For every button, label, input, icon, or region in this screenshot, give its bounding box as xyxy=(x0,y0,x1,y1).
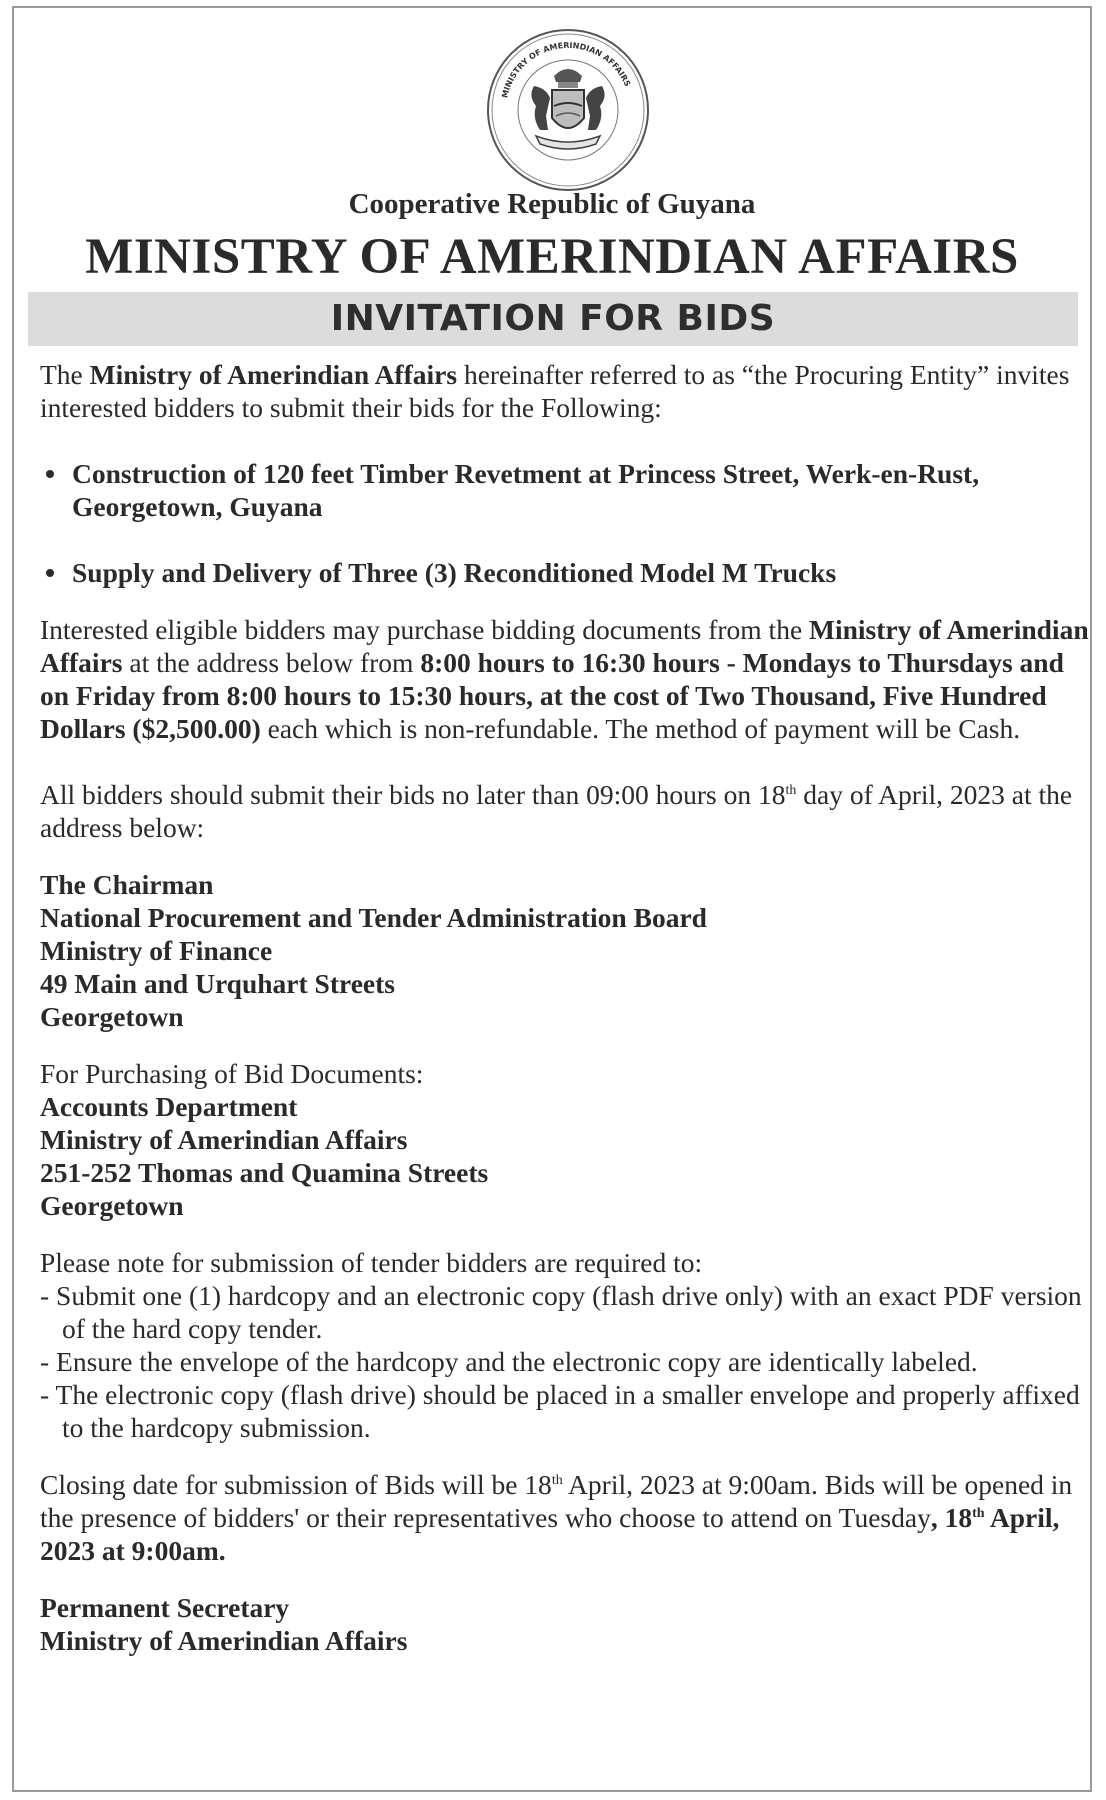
list-item: Supply and Delivery of Three (3) Reconditioned Model M Trucks xyxy=(40,556,1090,589)
list-item: - Ensure the envelope of the hardcopy and the electronic copy are identically labeled. xyxy=(40,1346,978,1377)
bid-items-list xyxy=(40,457,1090,589)
title-banner xyxy=(28,292,1078,346)
list-item: Construction of 120 feet Timber Revetment at Princess Street, Werk-en-Rust, Georgetown, Guyana xyxy=(40,457,1090,523)
submission-address: The Chairman National Procurement and Tender Administration Board Ministry of Finance 49 Main and Urquhart Streets Georgetown xyxy=(40,869,707,1032)
coat-of-arms-icon xyxy=(484,26,652,194)
list-item: - Submit one (1) hardcopy and an electronic copy (flash drive only) with an exact PDF version of the hard copy tender. xyxy=(40,1280,1082,1344)
seal-ring-text: MINISTRY OF AMERINDIAN AFFAIRS xyxy=(500,40,633,99)
deadline-paragraph: All bidders should submit their bids no later than 09:00 hours on 18th day of April, 2023 at the address below: xyxy=(40,779,1073,843)
signature-block: Permanent Secretary Ministry of Amerindian Affairs xyxy=(40,1592,408,1656)
notice-frame xyxy=(12,6,1092,1792)
ministry-name: MINISTRY OF AMERINDIAN AFFAIRS xyxy=(85,229,1019,285)
submission-notes: Please note for submission of tender bidders are required to: - Submit one (1) hardcopy and an electronic copy (flash drive only) with an exact PDF version of the hard copy tender. - Ensure the envelope of the hardcopy and the electronic copy are identically labeled. - The electronic copy (flash drive) should be placed in a smaller envelope and properly affixed to the hardcopy submission. xyxy=(40,1246,1090,1444)
closing-paragraph: Closing date for submission of Bids will be 18th April, 2023 at 9:00am. Bids will be opened in the presence of bidders' or their representatives who choose to attend on Tuesday, 18th April, 2023 at 9:00am. xyxy=(40,1469,1073,1566)
ministry-seal xyxy=(484,26,652,194)
purchase-paragraph: Interested eligible bidders may purchase bidding documents from the Ministry of Amerindian Affairs at the address below from 8:00 hours to 16:30 hours - Mondays to Thursdays and on Friday from 8:00 hours to 15:30 hours, at the cost of Two Thousand, Five Hundred Dollars ($2,500.00) each which is non-refundable. The method of payment will be Cash. xyxy=(40,614,1089,744)
intro-paragraph: The Ministry of Amerindian Affairs hereinafter referred to as “the Procuring Entity” invites interested bidders to submit their bids for the Following: xyxy=(40,359,1070,423)
purchase-address: For Purchasing of Bid Documents: Accounts Department Ministry of Amerindian Affairs 251-252 Thomas and Quamina Streets Georgetown xyxy=(40,1058,489,1221)
list-item: - The electronic copy (flash drive) should be placed in a smaller envelope and properly affixed to the hardcopy submission. xyxy=(40,1379,1080,1443)
country-name: Cooperative Republic of Guyana xyxy=(348,188,756,220)
notice-body xyxy=(40,358,1090,1657)
notice-title: INVITATION FOR BIDS xyxy=(330,298,776,339)
